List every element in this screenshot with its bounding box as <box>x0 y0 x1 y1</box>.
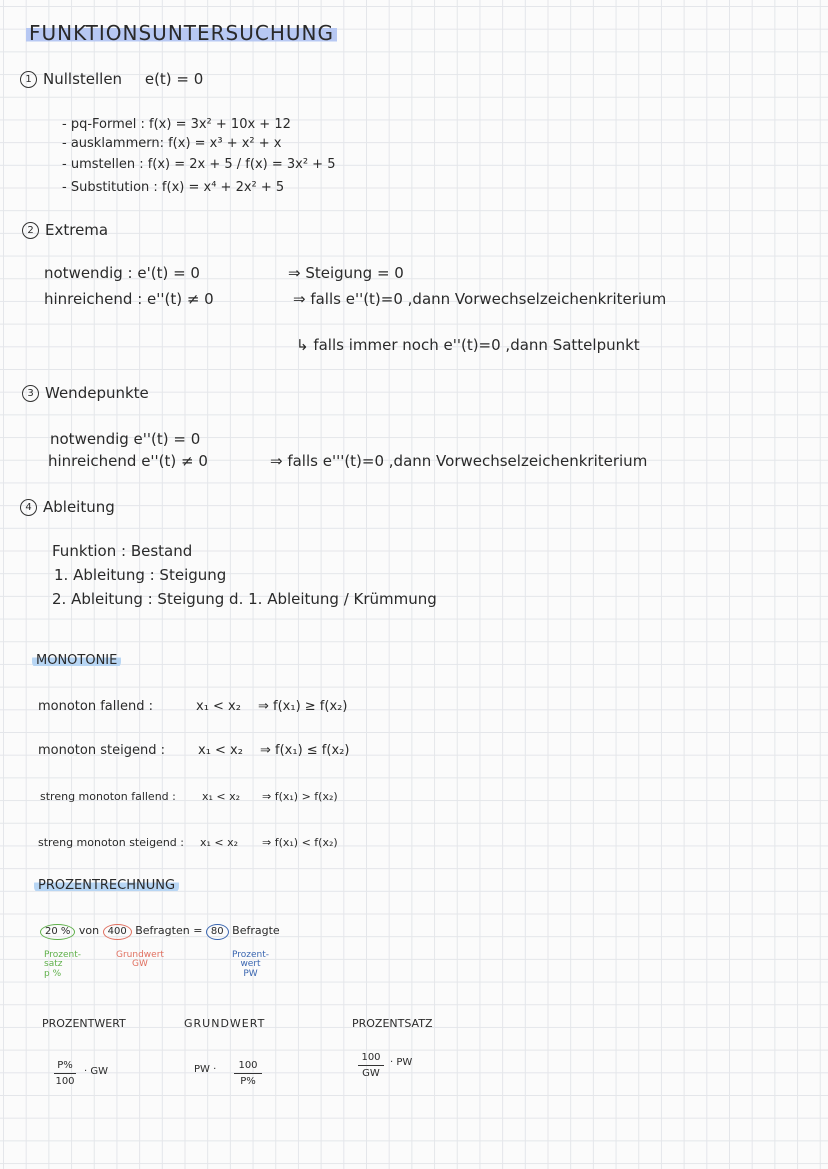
page-title: FUNKTIONSUNTERSUCHUNG <box>26 23 337 43</box>
col-prozentsatz: PROZENTSATZ <box>352 1017 433 1030</box>
hinreichend-result: ⇒ falls e''(t)=0 ,dann Vorwechselzeichenkriterium <box>293 290 667 308</box>
condition: e(t) = 0 <box>144 70 204 88</box>
befragte-text: Befragte <box>232 924 280 937</box>
ableitung-line: Funktion : Bestand <box>52 542 193 560</box>
prozentwert-label: Prozent- wert PW <box>232 950 270 979</box>
monotonie-heading: MONOTONIE <box>32 654 121 667</box>
formula-grundwert-prefix: PW · <box>194 1064 217 1075</box>
list-item: - ausklammern: f(x) = x³ + x² + x <box>62 136 282 151</box>
monotonie-label: monoton steigend : <box>38 743 165 758</box>
hinreichend-line: hinreichend e''(t) ≠ 0 <box>48 452 208 470</box>
denominator: P% <box>240 1076 256 1087</box>
section-extrema <box>22 222 108 239</box>
section-number: 2 <box>22 222 39 239</box>
monotonie-condition: x₁ < x₂ <box>202 790 241 803</box>
list-item: - umstellen : f(x) = 2x + 5 / f(x) = 3x² + 5 <box>62 157 336 172</box>
col-prozentwert: PROZENTWERT <box>42 1017 126 1030</box>
formula-prozentsatz-fraction <box>358 1052 384 1079</box>
prozentsatz-label: Prozent- satz p % <box>44 950 82 979</box>
monotonie-label: streng monoton fallend : <box>40 790 176 803</box>
hinreichend-result: ⇒ falls e'''(t)=0 ,dann Vorwechselzeichenkriterium <box>270 452 648 470</box>
formula-prozentwert-rest: · GW <box>84 1066 108 1077</box>
monotonie-label: streng monoton steigend : <box>38 836 184 849</box>
section-number: 4 <box>20 499 37 516</box>
monotonie-result: ⇒ f(x₁) > f(x₂) <box>262 790 338 803</box>
grundwert-circle: 400 <box>103 924 132 940</box>
prozent-example <box>40 924 280 940</box>
list-item: - Substitution : f(x) = x⁴ + 2x² + 5 <box>62 180 285 195</box>
monotonie-condition: x₁ < x₂ <box>198 743 243 758</box>
befragten-text: Befragten = <box>135 924 203 937</box>
formula-grundwert-fraction <box>234 1060 262 1087</box>
monotonie-result: ⇒ f(x₁) < f(x₂) <box>262 836 338 849</box>
numerator: 100 <box>238 1060 258 1071</box>
numerator: P% <box>57 1060 73 1071</box>
section-heading: Ableitung <box>43 498 115 516</box>
von-text: von <box>78 924 100 937</box>
section-heading: Nullstellen <box>43 70 123 88</box>
prozentwert-circle: 80 <box>206 924 229 940</box>
denominator: 100 <box>55 1076 75 1087</box>
section-number: 3 <box>22 385 39 402</box>
denominator: GW <box>362 1068 380 1079</box>
notwendig-line: notwendig : e'(t) = 0 <box>44 264 200 282</box>
section-nullstellen <box>20 71 203 88</box>
list-item: - pq-Formel : f(x) = 3x² + 10x + 12 <box>62 117 291 132</box>
hinreichend-line: hinreichend : e''(t) ≠ 0 <box>44 290 214 308</box>
col-grundwert: GRUNDWERT <box>184 1017 266 1030</box>
prozent-heading: PROZENTRECHNUNG <box>34 879 179 892</box>
formula-prozentwert-fraction <box>54 1060 76 1087</box>
prozentsatz-circle: 20 % <box>40 924 75 940</box>
grundwert-label: Grundwert GW <box>116 950 164 970</box>
section-ableitung <box>20 499 115 516</box>
ableitung-line: 1. Ableitung : Steigung <box>54 566 227 584</box>
monotonie-label: monoton fallend : <box>38 699 154 714</box>
numerator: 100 <box>361 1052 381 1063</box>
formula-prozentsatz-rest: · PW <box>390 1057 413 1068</box>
notwendig-result: ⇒ Steigung = 0 <box>288 264 404 282</box>
ableitung-line: 2. Ableitung : Steigung d. 1. Ableitung / Krümmung <box>52 590 437 608</box>
section-heading: Wendepunkte <box>45 384 149 402</box>
monotonie-result: ⇒ f(x₁) ≤ f(x₂) <box>260 743 350 758</box>
monotonie-condition: x₁ < x₂ <box>200 836 239 849</box>
section-heading: Extrema <box>45 221 109 239</box>
section-wendepunkte <box>22 385 149 402</box>
notwendig-line: notwendig e''(t) = 0 <box>50 430 201 448</box>
sattelpunkt-line: ↳ falls immer noch e''(t)=0 ,dann Sattelpunkt <box>296 336 640 354</box>
monotonie-result: ⇒ f(x₁) ≥ f(x₂) <box>258 699 348 714</box>
monotonie-condition: x₁ < x₂ <box>196 699 241 714</box>
section-number: 1 <box>20 71 37 88</box>
